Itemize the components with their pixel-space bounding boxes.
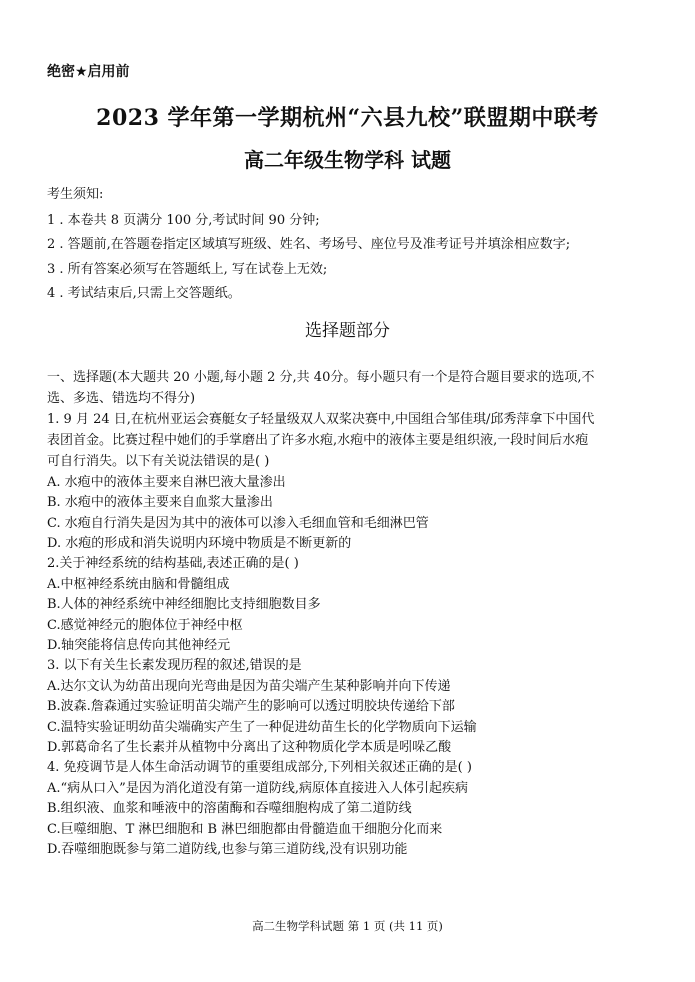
question-4-option-a: A.“病从口入”是因为消化道没有第一道防线,病原体直接进入人体引起疾病 [47,781,468,796]
question-1-stem: 1. 9 月 24 日,在杭州亚运会赛艇女子轻量级双人双桨决赛中,中国组合邹佳琪/邱秀萍拿下中国代 [47,412,595,427]
exam-title: 2023 学年第一学期杭州“六县九校”联盟期中联考 [96,105,599,131]
question-1-option-a: A. 水疱中的液体主要来自淋巴液大量渗出 [47,475,286,490]
question-4-option-d: D.吞噬细胞既参与第二道防线,也参与第三道防线,没有识别功能 [47,842,408,857]
question-1-stem: 可自行消失。以下有关说法错误的是( ) [47,454,270,469]
instructions-line: 选、多选、错选均不得分) [47,391,196,406]
question-4-option-c: C.巨噬细胞、T 淋巴细胞和 B 淋巴细胞都由骨髓造血干细胞分化而来 [47,822,443,837]
question-2-option-b: B.人体的神经系统中神经细胞比支持细胞数目多 [47,597,321,612]
question-4-option-b: B.组织液、血浆和唾液中的溶菌酶和吞噬细胞构成了第二道防线 [47,801,412,816]
question-2-option-c: C.感觉神经元的胞体位于神经中枢 [47,618,243,633]
question-3-option-d: D.郭葛命名了生长素并从植物中分离出了这种物质化学本质是吲哚乙酸 [47,740,452,755]
question-1-option-d: D. 水疱的形成和消失说明内环境中物质是不断更新的 [47,536,352,551]
question-1-option-c: C. 水疱自行消失是因为其中的液体可以渗入毛细血管和毛细淋巴管 [47,516,429,531]
question-1-stem: 表团首金。比赛过程中她们的手掌磨出了许多水疱,水疱中的液体主要是组织液,一段时间后水疱 [47,433,589,448]
notice-item: 1 . 本卷共 8 页满分 100 分,考试时间 90 分钟; [47,213,320,228]
question-1-option-b: B. 水疱中的液体主要来自血浆大量渗出 [47,495,273,510]
question-4-stem: 4. 免疫调节是人体生命活动调节的重要组成部分,下列相关叙述正确的是( ) [47,760,472,775]
page-footer: 高二生物学科试题 第 1 页 (共 11 页) [252,919,443,933]
exam-subtitle: 高二年级生物学科 试题 [244,148,451,172]
question-3-option-a: A.达尔文认为幼苗出现向光弯曲是因为苗尖端产生某种影响并向下传递 [47,679,451,694]
notice-item: 4 . 考试结束后,只需上交答题纸。 [47,286,241,301]
question-2-stem: 2.关于神经系统的结构基础,表述正确的是( ) [47,556,299,571]
question-3-option-c: C.温特实验证明幼苗尖端确实产生了一种促进幼苗生长的化学物质向下运输 [47,720,477,735]
confidential-mark: 绝密★启用前 [47,64,130,80]
question-3-option-b: B.波森.詹森通过实验证明苗尖端产生的影响可以透过明胶块传递给下部 [47,699,455,714]
question-2-option-a: A.中枢神经系统由脑和骨髓组成 [47,577,230,592]
instructions-line: 一、选择题(本大题共 20 小题,每小题 2 分,共 40分。每小题只有一个是符合题目要求的选项,不 [47,370,595,385]
question-2-option-d: D.轴突能将信息传向其他神经元 [47,638,231,653]
notice-heading: 考生须知: [47,187,104,202]
notice-item: 3 . 所有答案必须写在答题纸上, 写在试卷上无效; [47,262,328,277]
section-title: 选择题部分 [305,321,390,341]
notice-item: 2 . 答题前,在答题卷指定区域填写班级、姓名、考场号、座位号及准考证号并填涂相应数字; [47,237,571,252]
question-3-stem: 3. 以下有关生长素发现历程的叙述,错误的是 [47,658,302,673]
